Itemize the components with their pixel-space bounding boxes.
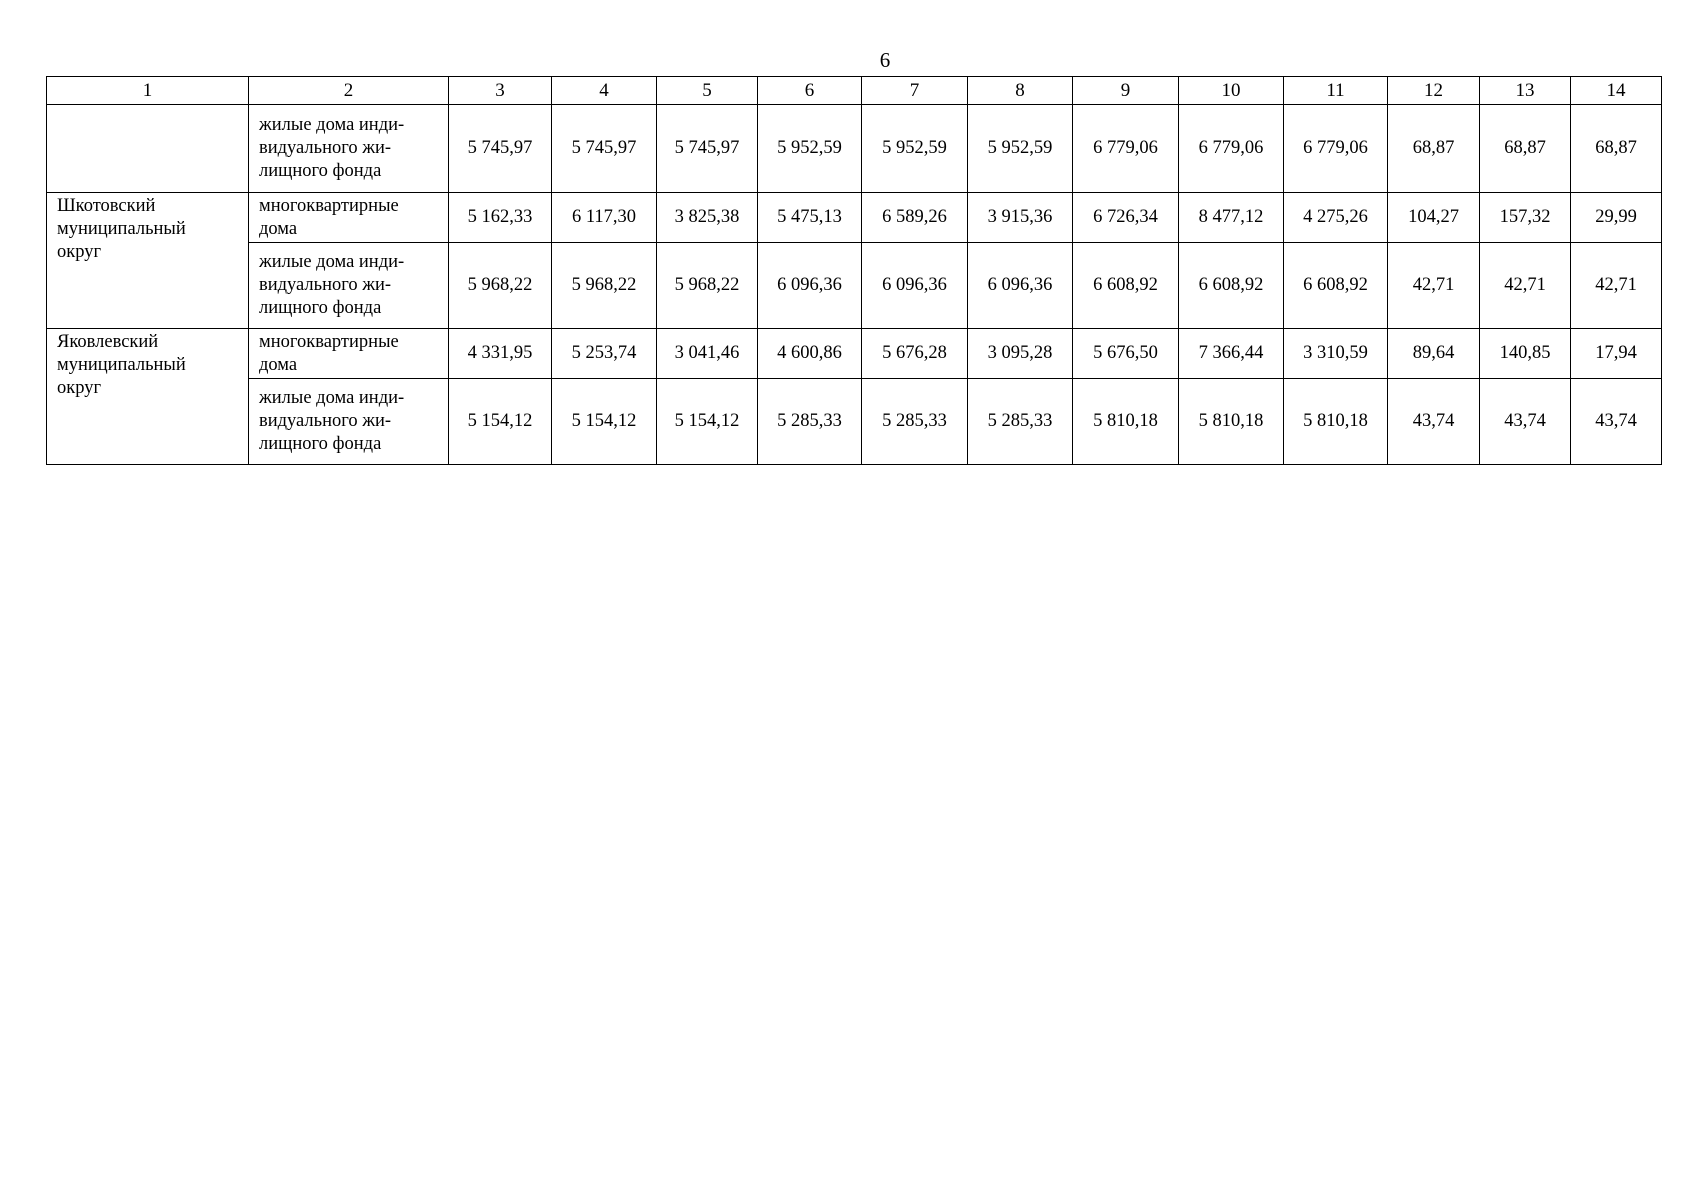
table-row	[47, 243, 1662, 329]
region-cell	[47, 105, 249, 193]
header-cell: 10	[1179, 77, 1284, 105]
header-cell: 3	[449, 77, 552, 105]
value-cell: 5 285,33	[758, 379, 862, 465]
value-cell: 42,71	[1388, 243, 1480, 329]
header-row	[47, 77, 1662, 105]
value-cell: 5 810,18	[1073, 379, 1179, 465]
value-cell: 6 779,06	[1179, 105, 1284, 193]
value-cell: 42,71	[1571, 243, 1662, 329]
value-cell: 4 600,86	[758, 329, 862, 379]
value-cell: 68,87	[1571, 105, 1662, 193]
value-cell: 7 366,44	[1179, 329, 1284, 379]
value-cell: 8 477,12	[1179, 193, 1284, 243]
value-cell: 5 952,59	[758, 105, 862, 193]
value-cell: 5 253,74	[552, 329, 657, 379]
value-cell: 5 810,18	[1179, 379, 1284, 465]
table-row	[47, 329, 1662, 379]
value-cell: 42,71	[1480, 243, 1571, 329]
table-row	[47, 379, 1662, 465]
value-cell: 6 779,06	[1073, 105, 1179, 193]
value-cell: 5 475,13	[758, 193, 862, 243]
header-cell: 9	[1073, 77, 1179, 105]
header-cell: 6	[758, 77, 862, 105]
value-cell: 3 915,36	[968, 193, 1073, 243]
value-cell: 5 968,22	[657, 243, 758, 329]
page-number: 6	[879, 48, 891, 72]
value-cell: 5 285,33	[862, 379, 968, 465]
header-cell: 7	[862, 77, 968, 105]
value-cell: 5 154,12	[552, 379, 657, 465]
housing-type-cell: многоквартирные дома	[249, 329, 449, 379]
table-row	[47, 105, 1662, 193]
value-cell: 3 041,46	[657, 329, 758, 379]
value-cell: 6 608,92	[1284, 243, 1388, 329]
housing-type-cell: жилые дома инди- видуального жи- лищного фонда	[249, 105, 449, 193]
value-cell: 5 745,97	[552, 105, 657, 193]
table-row	[47, 193, 1662, 243]
value-cell: 5 162,33	[449, 193, 552, 243]
header-cell: 8	[968, 77, 1073, 105]
region-cell: Шкотовский муниципальный округ	[47, 193, 249, 329]
housing-type-cell: многоквартирные дома	[249, 193, 449, 243]
value-cell: 5 285,33	[968, 379, 1073, 465]
value-cell: 89,64	[1388, 329, 1480, 379]
header-cell: 2	[249, 77, 449, 105]
value-cell: 6 117,30	[552, 193, 657, 243]
value-cell: 6 096,36	[758, 243, 862, 329]
value-cell: 5 810,18	[1284, 379, 1388, 465]
value-cell: 4 331,95	[449, 329, 552, 379]
value-cell: 140,85	[1480, 329, 1571, 379]
housing-type-cell: жилые дома инди- видуального жи- лищного фонда	[249, 379, 449, 465]
value-cell: 5 154,12	[449, 379, 552, 465]
value-cell: 157,32	[1480, 193, 1571, 243]
tariff-table	[46, 76, 1662, 465]
header-cell: 13	[1480, 77, 1571, 105]
value-cell: 3 310,59	[1284, 329, 1388, 379]
value-cell: 43,74	[1571, 379, 1662, 465]
value-cell: 5 952,59	[862, 105, 968, 193]
header-cell: 4	[552, 77, 657, 105]
value-cell: 3 825,38	[657, 193, 758, 243]
value-cell: 5 676,28	[862, 329, 968, 379]
value-cell: 5 154,12	[657, 379, 758, 465]
header-cell: 1	[47, 77, 249, 105]
value-cell: 6 589,26	[862, 193, 968, 243]
housing-type-cell: жилые дома инди- видуального жи- лищного фонда	[249, 243, 449, 329]
value-cell: 5 745,97	[657, 105, 758, 193]
value-cell: 6 608,92	[1073, 243, 1179, 329]
value-cell: 5 952,59	[968, 105, 1073, 193]
value-cell: 3 095,28	[968, 329, 1073, 379]
value-cell: 5 676,50	[1073, 329, 1179, 379]
value-cell: 6 779,06	[1284, 105, 1388, 193]
header-cell: 11	[1284, 77, 1388, 105]
header-cell: 5	[657, 77, 758, 105]
value-cell: 6 726,34	[1073, 193, 1179, 243]
value-cell: 5 745,97	[449, 105, 552, 193]
region-cell: Яковлевский муниципальный округ	[47, 329, 249, 465]
value-cell: 6 096,36	[862, 243, 968, 329]
value-cell: 29,99	[1571, 193, 1662, 243]
value-cell: 6 608,92	[1179, 243, 1284, 329]
value-cell: 68,87	[1388, 105, 1480, 193]
header-cell: 12	[1388, 77, 1480, 105]
value-cell: 5 968,22	[552, 243, 657, 329]
value-cell: 68,87	[1480, 105, 1571, 193]
value-cell: 6 096,36	[968, 243, 1073, 329]
value-cell: 104,27	[1388, 193, 1480, 243]
header-cell: 14	[1571, 77, 1662, 105]
value-cell: 43,74	[1388, 379, 1480, 465]
value-cell: 43,74	[1480, 379, 1571, 465]
value-cell: 17,94	[1571, 329, 1662, 379]
value-cell: 4 275,26	[1284, 193, 1388, 243]
value-cell: 5 968,22	[449, 243, 552, 329]
